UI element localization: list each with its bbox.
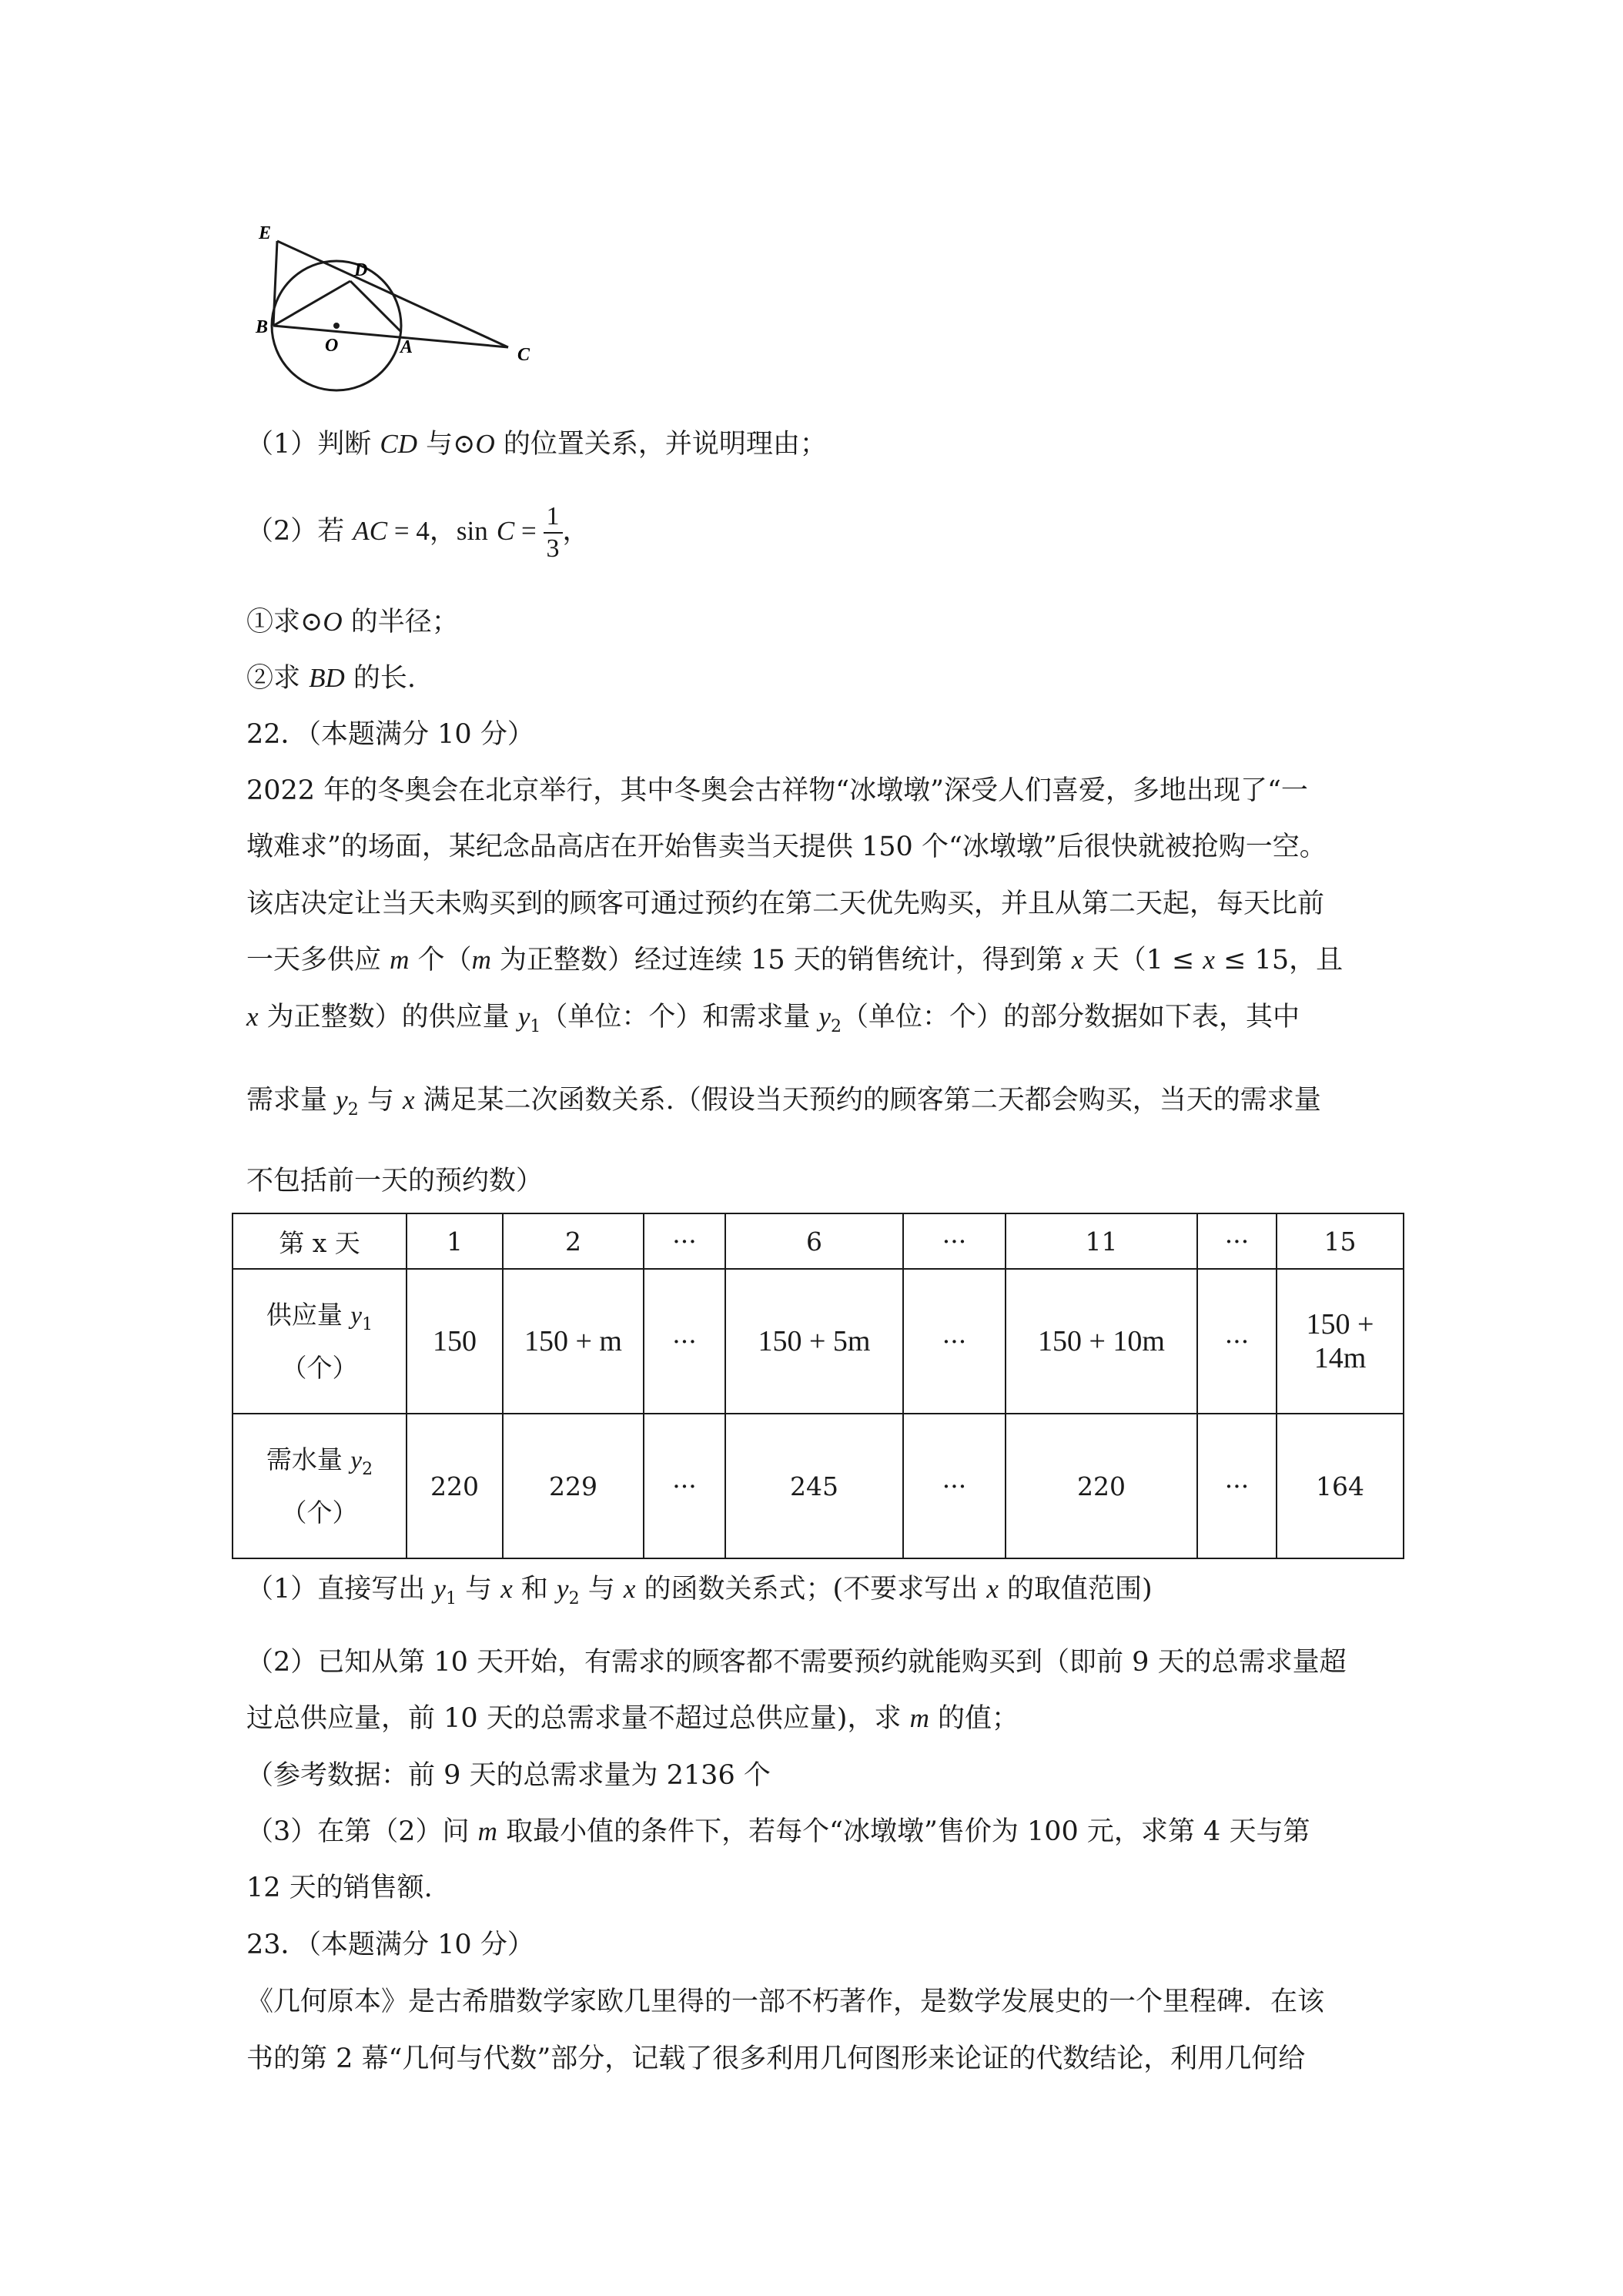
table-cell: 第 x 天 xyxy=(233,1213,407,1269)
var-y2: y xyxy=(336,1085,348,1115)
text: 与 xyxy=(579,1574,624,1605)
subscript: 2 xyxy=(568,1589,580,1608)
text: 需求量 xyxy=(246,1085,336,1116)
var-x: x xyxy=(1071,945,1084,975)
table-cell: 229 xyxy=(503,1414,644,1558)
cell-value: ··· xyxy=(1224,1326,1250,1357)
table-cell: 1 xyxy=(407,1213,503,1269)
var-y1: y xyxy=(517,1002,530,1032)
text: 供应量 xyxy=(266,1299,343,1330)
var-bd: BD xyxy=(309,663,345,693)
text: 需水量 xyxy=(266,1444,343,1474)
text: 的半径； xyxy=(342,607,459,638)
subscript: 2 xyxy=(362,1459,373,1479)
func-sin: sin xyxy=(456,516,488,546)
q22-para-line: 墩难求”的场面，某纪念品高店在开始售卖当天提供 150 个“冰墩墩”后很快就被抢购一空。 xyxy=(246,832,1327,862)
label-a: A xyxy=(400,337,413,357)
denominator: 3 xyxy=(546,534,560,563)
q21-part2 xyxy=(246,500,1386,564)
data-table xyxy=(232,1213,1404,1559)
var-y2: y xyxy=(350,1446,363,1474)
q22-q2-line2 xyxy=(246,1700,1386,1737)
text: 的函数关系式；(不要求写出 xyxy=(635,1574,987,1605)
text: 过总供应量，前 10 天的总需求量不超过总供应量)，求 xyxy=(246,1703,910,1734)
table-cell xyxy=(644,1269,725,1414)
geometry-figure xyxy=(254,216,562,393)
table-cell: 2 xyxy=(503,1213,644,1269)
text: 的长. xyxy=(344,663,417,694)
label-b: B xyxy=(256,317,269,337)
var-y1: y xyxy=(350,1301,363,1330)
cell-value: 150 + m xyxy=(524,1325,622,1357)
numerator: 1 xyxy=(544,501,563,534)
var-ac: AC xyxy=(353,516,388,546)
unit: （个） xyxy=(281,1497,358,1528)
q22-para-line: 该店决定让当天未购买到的顾客可通过预约在第二天优先购买，并且从第二天起，每天比前 xyxy=(246,889,1325,919)
text: 为正整数）经过连续 15 天的销售统计，得到第 xyxy=(490,945,1072,976)
text: ， xyxy=(562,516,590,547)
table-cell: ··· xyxy=(644,1213,725,1269)
table-row-supply xyxy=(233,1269,1404,1414)
table-row-label xyxy=(233,1414,407,1558)
table-header-row xyxy=(233,1213,1404,1269)
q22-line7: 不包括前一天的预约数） xyxy=(246,1166,544,1197)
var-c: C xyxy=(496,516,515,546)
var-m: m xyxy=(390,945,410,975)
label-e: E xyxy=(259,223,272,243)
subscript: 1 xyxy=(445,1589,457,1608)
q22-line6 xyxy=(246,1082,1386,1129)
q21-sub1 xyxy=(246,604,1386,641)
cell-value: 150 + 14m xyxy=(1306,1308,1374,1374)
var-o: O xyxy=(323,607,343,637)
var-x: x xyxy=(246,1002,259,1032)
text: 一天多供应 xyxy=(246,945,390,976)
table-cell xyxy=(1197,1269,1277,1414)
fraction xyxy=(544,501,563,564)
var-x: x xyxy=(986,1574,999,1604)
label-d: D xyxy=(354,260,368,280)
text: 与⊙ xyxy=(417,429,476,460)
segment-ec xyxy=(277,241,508,347)
text: ①求⊙ xyxy=(246,607,323,638)
cell-value: 150 + 10m xyxy=(1038,1325,1165,1357)
cell-value: 150 xyxy=(433,1325,477,1357)
segment-bc xyxy=(273,326,508,347)
table-cell xyxy=(407,1269,503,1414)
center-dot xyxy=(333,323,340,329)
q22-q2-line1: （2）已知从第 10 天开始，有需求的顾客都不需要预约就能购买到（即前 9 天的总需求量超 xyxy=(246,1647,1347,1678)
unit: （个） xyxy=(281,1352,358,1383)
text: （1）判断 xyxy=(246,429,380,460)
q23-para-line: 《几何原本》是古希腊数学家欧几里得的一部不朽著作，是数学发展史的一个里程碑．在该 xyxy=(246,1986,1325,2017)
text: （单位：个）和需求量 xyxy=(540,1002,819,1033)
text: 与 xyxy=(358,1085,403,1116)
q22-header: 22．（本题满分 10 分） xyxy=(246,719,534,750)
var-x: x xyxy=(500,1574,513,1604)
var-cd: CD xyxy=(380,429,418,459)
table-row-demand xyxy=(233,1414,1404,1558)
table-cell: ··· xyxy=(903,1414,1006,1558)
var-m: m xyxy=(477,1816,497,1846)
cell-value: ··· xyxy=(672,1326,697,1357)
var-m: m xyxy=(909,1703,929,1733)
text: 的取值范围) xyxy=(998,1574,1153,1605)
cell-value: 150 + 5m xyxy=(758,1325,871,1357)
text: ②求 xyxy=(246,663,310,694)
q21-part1 xyxy=(246,426,1386,463)
text: （1）直接写出 xyxy=(246,1574,434,1605)
segment-eb xyxy=(273,241,277,326)
text: （3）在第（2）问 xyxy=(246,1816,478,1847)
subscript: 2 xyxy=(831,1017,842,1036)
text: （单位：个）的部分数据如下表，其中 xyxy=(842,1002,1300,1033)
label-o: O xyxy=(325,336,339,356)
table-cell xyxy=(903,1269,1006,1414)
table-cell: 220 xyxy=(407,1414,503,1558)
var-x: x xyxy=(623,1574,636,1604)
subscript: 1 xyxy=(362,1314,373,1334)
text: = xyxy=(514,516,544,546)
q21-sub2 xyxy=(246,660,1386,697)
table-cell: 6 xyxy=(725,1213,903,1269)
var-y2: y xyxy=(818,1002,832,1032)
var-m: m xyxy=(471,945,491,975)
table-cell: 220 xyxy=(1006,1414,1197,1558)
subscript: 1 xyxy=(530,1017,541,1036)
text: 与 xyxy=(456,1574,501,1605)
q22-q3-line1 xyxy=(246,1813,1386,1850)
text: = 4 xyxy=(387,516,430,546)
text: （2）若 xyxy=(246,516,353,547)
text: ， xyxy=(429,516,457,547)
label-c: C xyxy=(517,345,530,365)
table-cell: ··· xyxy=(644,1414,725,1558)
cell-value: ··· xyxy=(942,1326,967,1357)
table-cell: ··· xyxy=(1197,1213,1277,1269)
text: 满足某二次函数关系.（假设当天预约的顾客第二天都会购买，当天的需求量 xyxy=(414,1085,1321,1116)
table-cell: 11 xyxy=(1006,1213,1197,1269)
text: 取最小值的条件下，若每个“冰墩墩”售价为 100 元，求第 4 天与第 xyxy=(497,1816,1310,1847)
table-cell xyxy=(725,1269,903,1414)
table-cell: ··· xyxy=(903,1213,1006,1269)
q23-para-line: 书的第 2 幕“几何与代数”部分，记载了很多利用几何图形来论证的代数结论，利用几何给 xyxy=(246,2043,1306,2074)
table-cell: 164 xyxy=(1277,1414,1404,1558)
segment-da xyxy=(350,281,400,331)
table-cell: 15 xyxy=(1277,1213,1404,1269)
var-y2: y xyxy=(557,1574,569,1604)
q22-line4 xyxy=(246,942,1386,979)
q22-q1 xyxy=(246,1571,1386,1618)
q22-reference: （参考数据：前 9 天的总需求量为 2136 个 xyxy=(246,1760,771,1791)
q23-header: 23．（本题满分 10 分） xyxy=(246,1930,534,1960)
table-cell xyxy=(1006,1269,1197,1414)
text: 为正整数）的供应量 xyxy=(258,1002,518,1033)
q22-para-line: 2022 年的冬奥会在北京举行，其中冬奥会古祥物“冰墩墩”深受人们喜爱，多地出现了“一 xyxy=(246,775,1308,806)
var-x: x xyxy=(1203,945,1215,975)
var-y1: y xyxy=(433,1574,446,1604)
table-row-label xyxy=(233,1269,407,1414)
var-o: O xyxy=(475,429,495,459)
var-x: x xyxy=(402,1085,415,1115)
text: 的位置关系，并说明理由； xyxy=(494,429,827,460)
subscript: 2 xyxy=(347,1100,359,1120)
text: 个（ xyxy=(409,945,472,976)
q22-q3-line2: 12 天的销售额. xyxy=(246,1873,433,1903)
text: 天（1 ≤ xyxy=(1083,945,1203,976)
table-cell: ··· xyxy=(1197,1414,1277,1558)
table-cell: 245 xyxy=(725,1414,903,1558)
text: 和 xyxy=(512,1574,557,1605)
text: 的值； xyxy=(929,1703,1019,1734)
q22-line5 xyxy=(246,999,1386,1046)
text: ≤ 15，且 xyxy=(1214,945,1344,976)
table-cell xyxy=(503,1269,644,1414)
table-cell xyxy=(1277,1269,1404,1414)
